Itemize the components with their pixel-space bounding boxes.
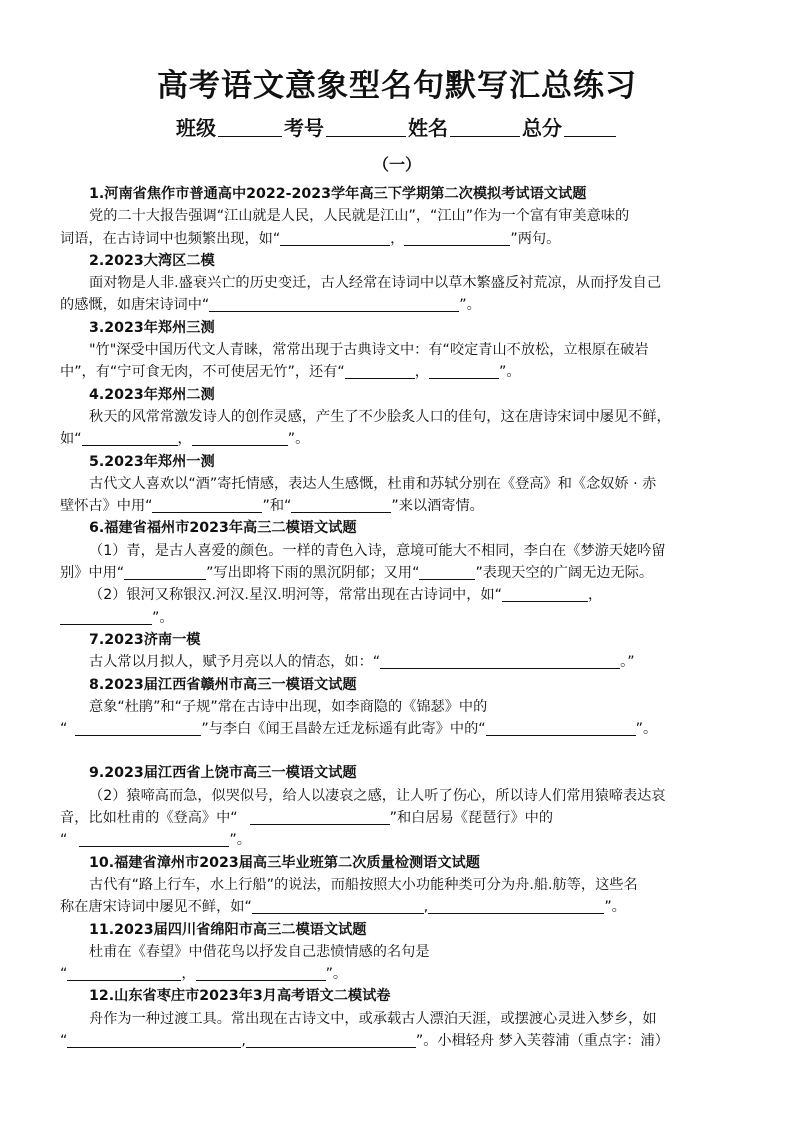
question-8-text-part: ”与李白《闻王昌龄左迁龙标遥有此寄》中的“ — [201, 721, 486, 738]
question-8-text: 意象“杜鹃”和“子规”常在古诗中出现，如李商隐的《锦瑟》中的 — [89, 698, 488, 715]
answer-blank[interactable] — [67, 1031, 241, 1048]
question-1-answer-line — [60, 228, 736, 250]
question-12-text-part: “ — [60, 1032, 68, 1049]
question-9-answer-line — [60, 807, 736, 829]
question-4-answer-line — [60, 428, 736, 450]
answer-blank[interactable] — [486, 719, 636, 736]
question-3-heading: 3.2023年郑州三测 — [89, 319, 215, 336]
answer-blank[interactable] — [75, 719, 201, 736]
question-6-text: （1）青，是古人喜爱的颜色。一样的青色入诗，意境可能大不相同，李白在《梦游天姥吟留 — [89, 542, 666, 559]
question-8-heading: 8.2023届江西省赣州市高三一模语文试题 — [89, 676, 357, 693]
question-6-text-part: ， — [587, 587, 603, 604]
answer-blank[interactable] — [209, 295, 459, 312]
question-6-heading: 6.福建省福州市2023年高三二模语文试题 — [89, 520, 357, 537]
page-title: 高考语文意象型名句默写汇总练习 — [157, 68, 637, 104]
question-11-answer-line — [60, 963, 736, 985]
answer-blank[interactable] — [60, 608, 152, 625]
question-2-heading: 2.2023大湾区二模 — [89, 252, 215, 269]
exam-no-blank[interactable] — [326, 116, 406, 137]
question-8-answer-line — [60, 718, 736, 740]
question-10-heading: 10.福建省漳州市2023届高三毕业班第二次质量检测语文试题 — [89, 854, 480, 871]
answer-blank[interactable] — [252, 897, 424, 914]
question-7-text-part: 。” — [620, 654, 635, 671]
question-3-text: "竹"深受中国历代文人青睐，常常出现于古典诗文中：有“咬定青山不放松，立根原在破岩 — [89, 342, 649, 359]
question-6-text-part: 别》中用“ — [60, 565, 125, 582]
question-2-text-part: ”。 — [459, 297, 481, 314]
question-8-text-part: “ — [60, 721, 68, 738]
question-4-text-part: ”。 — [287, 431, 310, 448]
question-4-text: 秋天的风常常激发诗人的创作灵感，产生了不少脍炙人口的佳句，这在唐诗宋词中屡见不鲜， — [89, 408, 671, 425]
question-7-heading: 7.2023济南一模 — [89, 631, 201, 648]
question-12-answer-line — [60, 1030, 736, 1052]
question-3-text-part: ”。 — [498, 364, 521, 381]
question-4-heading: 4.2023年郑州二测 — [89, 386, 215, 403]
answer-blank[interactable] — [502, 585, 588, 602]
question-5-answer-line — [60, 495, 736, 517]
question-3-text-part: 中”，有“宁可食无肉，不可使居无竹”，还有“ — [60, 364, 345, 381]
question-1-text: 党的二十大报告强调“江山就是人民，人民就是江山”，“江山”作为一个富有审美意味的 — [89, 208, 630, 225]
question-6-answer-line-2 — [60, 607, 736, 629]
question-11-text-part: ”。 — [325, 966, 348, 983]
question-9-text: （2）猿啼高而急，似哭似号，给人以凄哀之感，让人听了伤心，所以诗人们常用猿啼表达哀 — [89, 787, 666, 804]
section-heading: （一） — [372, 155, 421, 174]
answer-blank[interactable] — [419, 563, 475, 580]
student-info-line — [0, 112, 794, 141]
question-2-text: 面对物是人非.盛衰兴亡的历史变迁，古人经常在诗词中以草木繁盛反衬荒凉，从而抒发自己 — [89, 275, 662, 292]
question-11-text-part: “ — [60, 966, 68, 983]
question-7-answer-line — [60, 651, 736, 673]
question-7-text-part: 古人常以月拟人，赋予月亮以人的情态，如：“ — [89, 654, 381, 671]
answer-blank[interactable] — [345, 362, 415, 379]
answer-blank[interactable] — [404, 229, 510, 246]
question-3-answer-line — [60, 361, 736, 383]
answer-blank[interactable] — [380, 652, 620, 669]
question-9-answer-line-2 — [60, 829, 736, 851]
question-5-text: 古代文人喜欢以“酒”寄托情感，表达人生感慨，杜甫和苏轼分别在《登高》和《念奴娇 · 赤 — [89, 475, 657, 492]
question-10-text-part: , — [423, 899, 429, 916]
question-1-text-part: ， — [390, 230, 405, 247]
question-2-text-part: 的感慨，如唐宋诗词中“ — [60, 297, 210, 314]
class-blank[interactable] — [218, 116, 282, 137]
answer-blank[interactable] — [291, 496, 391, 513]
answer-blank[interactable] — [280, 229, 390, 246]
score-blank[interactable] — [564, 116, 616, 137]
question-3-text-part: ， — [414, 364, 429, 381]
question-12-text: 舟作为一种过渡工具。常出现在古诗文中，或承载古人漂泊天涯，或摆渡心灵进入梦乡，如 — [89, 1010, 657, 1027]
question-12-heading: 12.山东省枣庄市2023年3月高考语文二模试卷 — [89, 988, 391, 1005]
question-1-text-part: ”两句。 — [510, 230, 561, 247]
question-4-text-part: ， — [177, 431, 192, 448]
question-6-text-part: ”表现天空的广阔无边无际。 — [475, 565, 654, 582]
question-1-text-part: 词语，在古诗词中也频繁出现，如“ — [60, 230, 281, 247]
question-9-text-part: 音，比如杜甫的《登高》中“ — [60, 810, 238, 827]
answer-blank[interactable] — [79, 830, 229, 847]
question-10-text-part: 称在唐宋诗词中屡见不鲜，如“ — [60, 899, 252, 916]
question-9-text-part: “ — [60, 832, 68, 849]
question-5-text-part: ”和“ — [262, 498, 292, 515]
question-11-text: 杜甫在《春望》中借花鸟以抒发自己悲愤情感的名句是 — [89, 943, 430, 960]
question-6-text-part: ”。 — [152, 609, 174, 626]
question-10-text-part: ”。 — [604, 899, 626, 916]
question-6-subquestion-2 — [60, 584, 736, 606]
question-12-text-part: , — [241, 1032, 246, 1049]
score-label: 总分 — [522, 116, 562, 140]
answer-blank[interactable] — [192, 429, 288, 446]
question-9-heading: 9.2023届江西省上饶市高三一模语文试题 — [89, 765, 357, 782]
answer-blank[interactable] — [428, 897, 604, 914]
question-6-answer-line — [60, 562, 736, 584]
question-5-text-part: ”来以酒寄情。 — [391, 498, 484, 515]
question-11-text-part: ， — [181, 966, 196, 983]
answer-blank[interactable] — [67, 964, 181, 981]
class-label: 班级 — [176, 116, 216, 140]
question-5-heading: 5.2023年郑州一测 — [89, 453, 215, 470]
answer-blank[interactable] — [196, 964, 326, 981]
exam-no-label: 考号 — [284, 116, 324, 140]
question-8-text-part: ”。 — [635, 721, 658, 738]
question-10-answer-line — [60, 896, 736, 918]
question-list — [60, 183, 736, 1052]
answer-blank[interactable] — [82, 429, 178, 446]
question-6-text-part: （2）银河又称银汉.河汉.星汉.明河等，常常出现在古诗词中，如“ — [89, 587, 502, 604]
question-1-heading: 1.河南省焦作市普通高中2022-2023学年高三下学期第二次模拟考试语文试题 — [89, 186, 587, 202]
question-5-text-part: 壁怀古》中用“ — [60, 498, 153, 515]
answer-blank[interactable] — [246, 1031, 416, 1048]
question-9-text-part: ”。 — [229, 832, 251, 849]
question-6-text-part: ”写出即将下雨的黑沉阴郁；又用“ — [206, 565, 420, 582]
answer-blank[interactable] — [124, 563, 206, 580]
answer-blank[interactable] — [429, 362, 499, 379]
name-label: 姓名 — [408, 116, 448, 140]
question-4-text-part: 如“ — [60, 431, 82, 448]
question-12-text-part: ”。小楫轻舟 梦入芙蓉浦（重点字：浦） — [415, 1032, 669, 1049]
answer-blank[interactable] — [250, 808, 390, 825]
question-10-text: 古代有“路上行车，水上行船”的说法，而船按照大小功能种类可分为舟.船.舫等，这些名 — [89, 876, 638, 893]
question-9-text-part: ”和白居易《琵琶行》中的 — [389, 810, 554, 827]
answer-blank[interactable] — [152, 496, 262, 513]
question-11-heading: 11.2023届四川省绵阳市高三二模语文试题 — [89, 921, 367, 938]
name-blank[interactable] — [450, 116, 520, 137]
question-2-answer-line — [60, 294, 736, 316]
